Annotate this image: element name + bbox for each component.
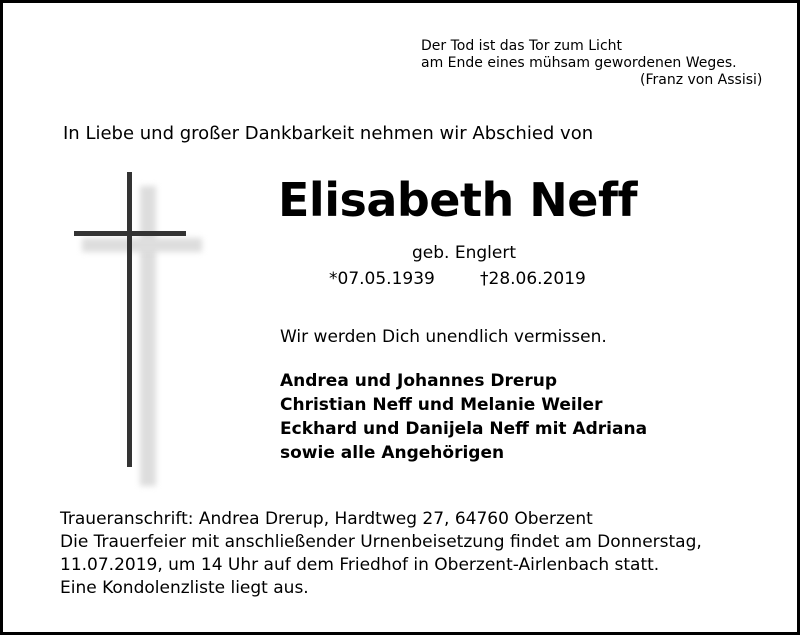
footer-line: Die Trauerfeier mit anschließender Urnenbeisetzung findet am Donnerstag,: [60, 532, 702, 552]
mourner-line: Eckhard und Danijela Neff mit Adriana: [280, 419, 648, 439]
quote-line-2: am Ende eines mühsam gewordenen Weges.: [421, 55, 737, 71]
footer-line: 11.07.2019, um 14 Uhr auf dem Friedhof in Oberzent-Airlenbach statt.: [60, 555, 660, 575]
death-date: †28.06.2019: [480, 269, 586, 289]
mourner-line: Andrea und Johannes Drerup: [280, 371, 558, 391]
obituary-card: [3, 3, 797, 632]
deceased-name: Elisabeth Neff: [278, 173, 637, 227]
quote-author: (Franz von Assisi): [640, 72, 763, 88]
footer-address: Traueranschrift: Andrea Drerup, Hardtweg 27, 64760 Oberzent: [60, 509, 593, 529]
intro-text: In Liebe und großer Dankbarkeit nehmen wir Abschied von: [63, 123, 594, 144]
birth-date: *07.05.1939: [329, 269, 435, 289]
mourner-line: Christian Neff und Melanie Weiler: [280, 395, 603, 415]
birth-name: geb. Englert: [412, 243, 516, 263]
footer-line: Eine Kondolenzliste liegt aus.: [60, 578, 309, 598]
quote-line-1: Der Tod ist das Tor zum Licht: [421, 38, 623, 54]
farewell-message: Wir werden Dich unendlich vermissen.: [280, 327, 607, 347]
mourner-line: sowie alle Angehörigen: [280, 443, 505, 463]
